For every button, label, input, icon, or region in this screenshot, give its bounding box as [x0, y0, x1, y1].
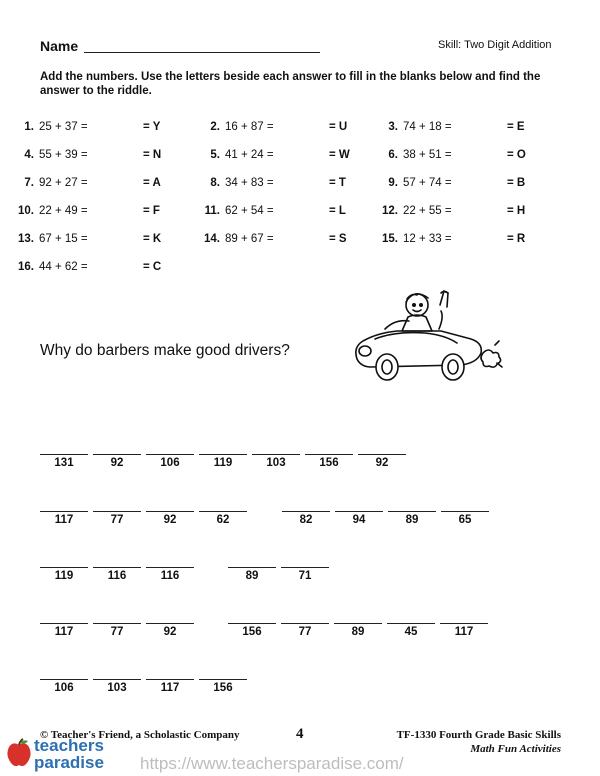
book-title: TF-1330 Fourth Grade Basic Skills	[396, 729, 561, 741]
problem-number: 5.	[210, 149, 220, 161]
answer-blank[interactable]	[146, 511, 194, 526]
answer-code: 117	[54, 514, 74, 526]
answer-code: 106	[160, 457, 180, 469]
problem-number: 7.	[24, 177, 34, 189]
problem-expression: 25 + 37 =	[39, 121, 88, 133]
answer-blank[interactable]	[40, 511, 88, 526]
problem-7	[10, 177, 88, 189]
series-title: Math Fun Activities	[470, 743, 561, 755]
answer-code: 119	[54, 570, 74, 582]
problem-letter: = W	[329, 149, 350, 161]
problem-1	[10, 121, 88, 133]
copyright-text: © Teacher's Friend, a Scholastic Company	[40, 729, 240, 741]
watermark-url[interactable]: https://www.teachersparadise.com/	[140, 754, 404, 773]
problem-number: 1.	[24, 121, 34, 133]
problem-6	[374, 149, 452, 161]
answer-blank[interactable]	[228, 567, 276, 582]
answer-blank[interactable]	[199, 511, 247, 526]
answer-code: 94	[352, 514, 366, 526]
answer-code: 103	[107, 682, 127, 694]
problem-number: 12.	[382, 205, 398, 217]
name-label: Name	[40, 38, 79, 54]
problem-letter: = F	[143, 205, 160, 217]
answer-code: 82	[299, 514, 313, 526]
problem-number: 13.	[18, 233, 34, 245]
problem-number: 9.	[388, 177, 398, 189]
problem-number: 2.	[210, 121, 220, 133]
problem-letter: = L	[329, 205, 346, 217]
answer-blank[interactable]	[282, 511, 330, 526]
problem-letter: = N	[143, 149, 162, 161]
problem-expression: 34 + 83 =	[225, 177, 274, 189]
answer-blank[interactable]	[305, 454, 353, 469]
answer-blank[interactable]	[281, 623, 329, 638]
answer-blank[interactable]	[146, 679, 194, 694]
problem-number: 8.	[210, 177, 220, 189]
skill-label: Skill: Two Digit Addition	[438, 39, 552, 51]
problem-3	[374, 121, 452, 133]
car-driver-illustration	[345, 283, 505, 388]
answer-blank[interactable]	[199, 679, 247, 694]
problem-letter: = S	[329, 233, 347, 245]
problem-number: 6.	[388, 149, 398, 161]
apple-icon	[6, 737, 32, 767]
answer-blank[interactable]	[146, 454, 194, 469]
answer-blank[interactable]	[146, 623, 194, 638]
answer-blank[interactable]	[387, 623, 435, 638]
problem-11	[196, 205, 274, 217]
problem-expression: 92 + 27 =	[39, 177, 88, 189]
answer-blank[interactable]	[93, 567, 141, 582]
answer-code: 65	[458, 514, 472, 526]
answer-code: 117	[454, 626, 474, 638]
answer-code: 92	[375, 457, 389, 469]
answer-code: 156	[319, 457, 339, 469]
problem-expression: 44 + 62 =	[39, 261, 88, 273]
answer-blank[interactable]	[199, 454, 247, 469]
page-number: 4	[296, 726, 304, 742]
answer-code: 106	[54, 682, 74, 694]
problem-letter: = U	[329, 121, 348, 133]
watermark-brand-bottom: paradise	[34, 753, 104, 772]
answer-blank[interactable]	[252, 454, 300, 469]
problem-16	[10, 261, 88, 273]
answer-code: 92	[163, 514, 177, 526]
answer-blank[interactable]	[40, 623, 88, 638]
problem-letter: = R	[507, 233, 526, 245]
problem-number: 15.	[382, 233, 398, 245]
answer-code: 117	[160, 682, 180, 694]
answer-code: 92	[110, 457, 124, 469]
name-field-line[interactable]	[84, 52, 320, 53]
problem-letter: = K	[143, 233, 162, 245]
problem-letter: = H	[507, 205, 526, 217]
problem-letter: = B	[507, 177, 526, 189]
answer-code: 89	[245, 570, 259, 582]
answer-code: 103	[266, 457, 286, 469]
answer-blank[interactable]	[146, 567, 194, 582]
problem-expression: 22 + 49 =	[39, 205, 88, 217]
answer-blank[interactable]	[40, 679, 88, 694]
answer-blank[interactable]	[93, 454, 141, 469]
answer-code: 71	[298, 570, 312, 582]
answer-blank[interactable]	[358, 454, 406, 469]
answer-code: 77	[110, 514, 124, 526]
answer-code: 116	[160, 570, 180, 582]
problem-12	[374, 205, 452, 217]
problem-number: 11.	[204, 205, 220, 217]
answer-code: 62	[216, 514, 230, 526]
answer-code: 77	[110, 626, 124, 638]
problem-expression: 74 + 18 =	[403, 121, 452, 133]
answer-code: 89	[351, 626, 365, 638]
answer-code: 119	[213, 457, 233, 469]
answer-blank[interactable]	[93, 511, 141, 526]
answer-code: 117	[54, 626, 74, 638]
problem-5	[196, 149, 274, 161]
problem-number: 4.	[24, 149, 34, 161]
problem-9	[374, 177, 452, 189]
riddle-question: Why do barbers make good drivers?	[40, 342, 290, 359]
problem-expression: 67 + 15 =	[39, 233, 88, 245]
problem-10	[10, 205, 88, 217]
answer-code: 156	[213, 682, 233, 694]
answer-blank[interactable]	[40, 567, 88, 582]
answer-blank[interactable]	[40, 454, 88, 469]
problem-letter: = O	[507, 149, 526, 161]
answer-code: 116	[107, 570, 127, 582]
answer-blank[interactable]	[440, 623, 488, 638]
problem-letter: = A	[143, 177, 161, 189]
answer-code: 89	[405, 514, 419, 526]
answer-blank[interactable]	[388, 511, 436, 526]
problem-letter: = C	[143, 261, 162, 273]
problem-expression: 38 + 51 =	[403, 149, 452, 161]
problem-8	[196, 177, 274, 189]
answer-blank[interactable]	[93, 623, 141, 638]
answer-blank[interactable]	[335, 511, 383, 526]
problem-14	[196, 233, 274, 245]
problem-number: 10.	[18, 205, 34, 217]
problem-13	[10, 233, 88, 245]
problem-expression: 22 + 55 =	[403, 205, 452, 217]
problem-15	[374, 233, 452, 245]
problem-expression: 41 + 24 =	[225, 149, 274, 161]
problem-expression: 55 + 39 =	[39, 149, 88, 161]
problem-expression: 89 + 67 =	[225, 233, 274, 245]
watermark-brand-top: teachers	[34, 736, 104, 755]
problem-number: 16.	[18, 261, 34, 273]
instructions: Add the numbers. Use the letters beside each answer to fill in the blanks below and find the answer to the riddle.	[40, 71, 541, 97]
answer-code: 131	[54, 457, 74, 469]
answer-blank[interactable]	[228, 623, 276, 638]
problem-letter: = T	[329, 177, 346, 189]
problem-4	[10, 149, 88, 161]
problem-expression: 16 + 87 =	[225, 121, 274, 133]
answer-code: 92	[163, 626, 177, 638]
problem-2	[196, 121, 274, 133]
answer-code: 77	[298, 626, 312, 638]
answer-blank[interactable]	[93, 679, 141, 694]
problem-expression: 12 + 33 =	[403, 233, 452, 245]
problem-number: 14.	[204, 233, 220, 245]
answer-blank[interactable]	[334, 623, 382, 638]
problem-number: 3.	[388, 121, 398, 133]
answer-code: 45	[404, 626, 418, 638]
answer-code: 156	[242, 626, 262, 638]
problem-expression: 62 + 54 =	[225, 205, 274, 217]
answer-blank[interactable]	[441, 511, 489, 526]
problem-letter: = Y	[143, 121, 161, 133]
problem-letter: = E	[507, 121, 525, 133]
problem-expression: 57 + 74 =	[403, 177, 452, 189]
answer-blank[interactable]	[281, 567, 329, 582]
